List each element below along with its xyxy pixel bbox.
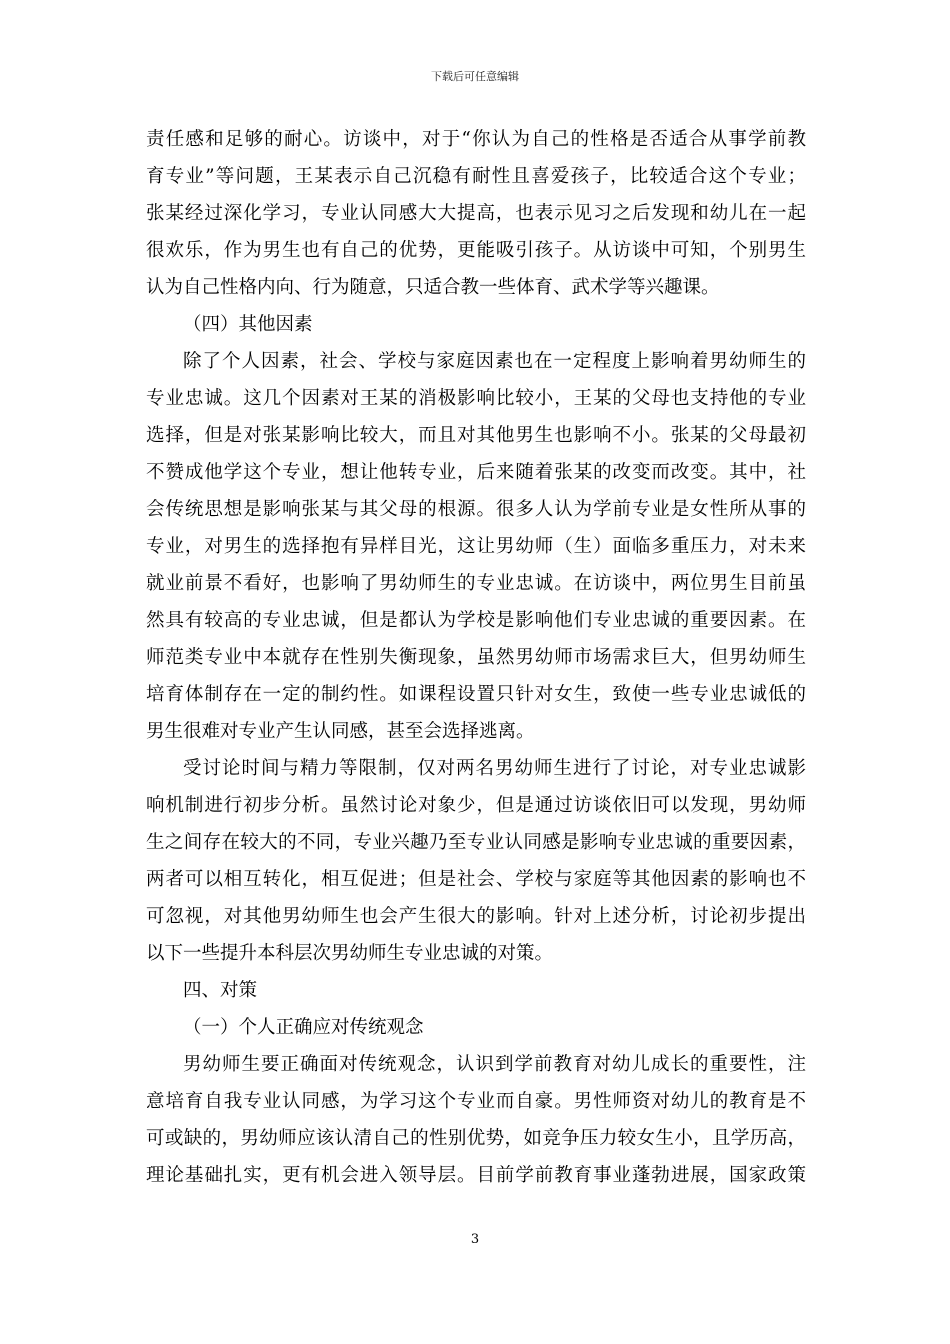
- text-line: 受讨论时间与精力等限制，仅对两名男幼师生进行了讨论，对专业忠诚影: [183, 758, 806, 779]
- text-line: 专业，对男生的选择抱有异样目光，这让男幼师（生）面临多重压力，对未来: [146, 536, 806, 557]
- text-line: 男幼师生要正确面对传统观念，认识到学前教育对幼儿成长的重要性，注: [183, 1054, 806, 1075]
- text-line: 不赞成他学这个专业，想让他转专业，后来随着张某的改变而改变。其中，社: [146, 462, 806, 483]
- text-line: 选择，但是对张某影响比较大，而且对其他男生也影响不小。张某的父母最初: [146, 425, 806, 446]
- text-line: 可或缺的，男幼师应该认清自己的性别优势，如竞争压力较女生小，且学历高，: [146, 1128, 806, 1149]
- text-line: 男生很难对专业产生认同感，甚至会选择逃离。: [146, 721, 535, 742]
- text-line: 除了个人因素，社会、学校与家庭因素也在一定程度上影响着男幼师生的: [183, 351, 806, 372]
- body-text: [146, 121, 806, 1194]
- text-line: 很欢乐，作为男生也有自己的优势，更能吸引孩子。从访谈中可知，个别男生: [146, 240, 806, 261]
- text-line: 然具有较高的专业忠诚，但是都认为学校是影响他们专业忠诚的重要因素。在: [146, 610, 806, 631]
- text-line: 师范类专业中本就存在性别失衡现象，虽然男幼师市场需求巨大，但男幼师生: [146, 647, 806, 668]
- text-line: 可忽视，对其他男幼师生也会产生很大的影响。针对上述分析，讨论初步提出: [146, 906, 806, 927]
- text-line: 生之间存在较大的不同，专业兴趣乃至专业认同感是影响专业忠诚的重要因素，: [146, 832, 806, 853]
- text-line: 育专业”等问题，王某表示自己沉稳有耐性且喜爱孩子，比较适合这个专业；: [146, 166, 806, 187]
- text-line: 理论基础扎实，更有机会进入领导层。目前学前教育事业蓬勃进展，国家政策: [146, 1165, 806, 1186]
- text-line: 专业忠诚。这几个因素对王某的消极影响比较小，王某的父母也支持他的专业: [146, 388, 806, 409]
- page-header: 下载后可任意编辑: [431, 70, 519, 83]
- text-line: 意培育自我专业认同感，为学习这个专业而自豪。男性师资对幼儿的教育是不: [146, 1091, 806, 1112]
- text-line: 责任感和足够的耐心。访谈中，对于“你认为自己的性格是否适合从事学前教: [146, 129, 806, 150]
- text-line: 会传统思想是影响张某与其父母的根源。很多人认为学前专业是女性所从事的: [146, 499, 806, 520]
- page-number: 3: [470, 1232, 480, 1247]
- text-line: 两者可以相互转化，相互促进；但是社会、学校与家庭等其他因素的影响也不: [146, 869, 806, 890]
- subsection-heading: （一）个人正确应对传统观念: [183, 1017, 424, 1038]
- text-line: 张某经过深化学习，专业认同感大大提高，也表示见习之后发现和幼儿在一起: [146, 203, 806, 224]
- section-heading: 四、对策: [183, 980, 258, 1001]
- text-line: 就业前景不看好，也影响了男幼师生的专业忠诚。在访谈中，两位男生目前虽: [146, 573, 806, 594]
- text-line: 培育体制存在一定的制约性。如课程设置只针对女生，致使一些专业忠诚低的: [146, 684, 806, 705]
- text-line: 以下一些提升本科层次男幼师生专业忠诚的对策。: [146, 943, 554, 964]
- text-line: 响机制进行初步分析。虽然讨论对象少，但是通过访谈依旧可以发现，男幼师: [146, 795, 806, 816]
- section-heading: （四）其他因素: [183, 314, 313, 335]
- text-line: 认为自己性格内向、行为随意，只适合教一些体育、武术学等兴趣课。: [146, 277, 720, 298]
